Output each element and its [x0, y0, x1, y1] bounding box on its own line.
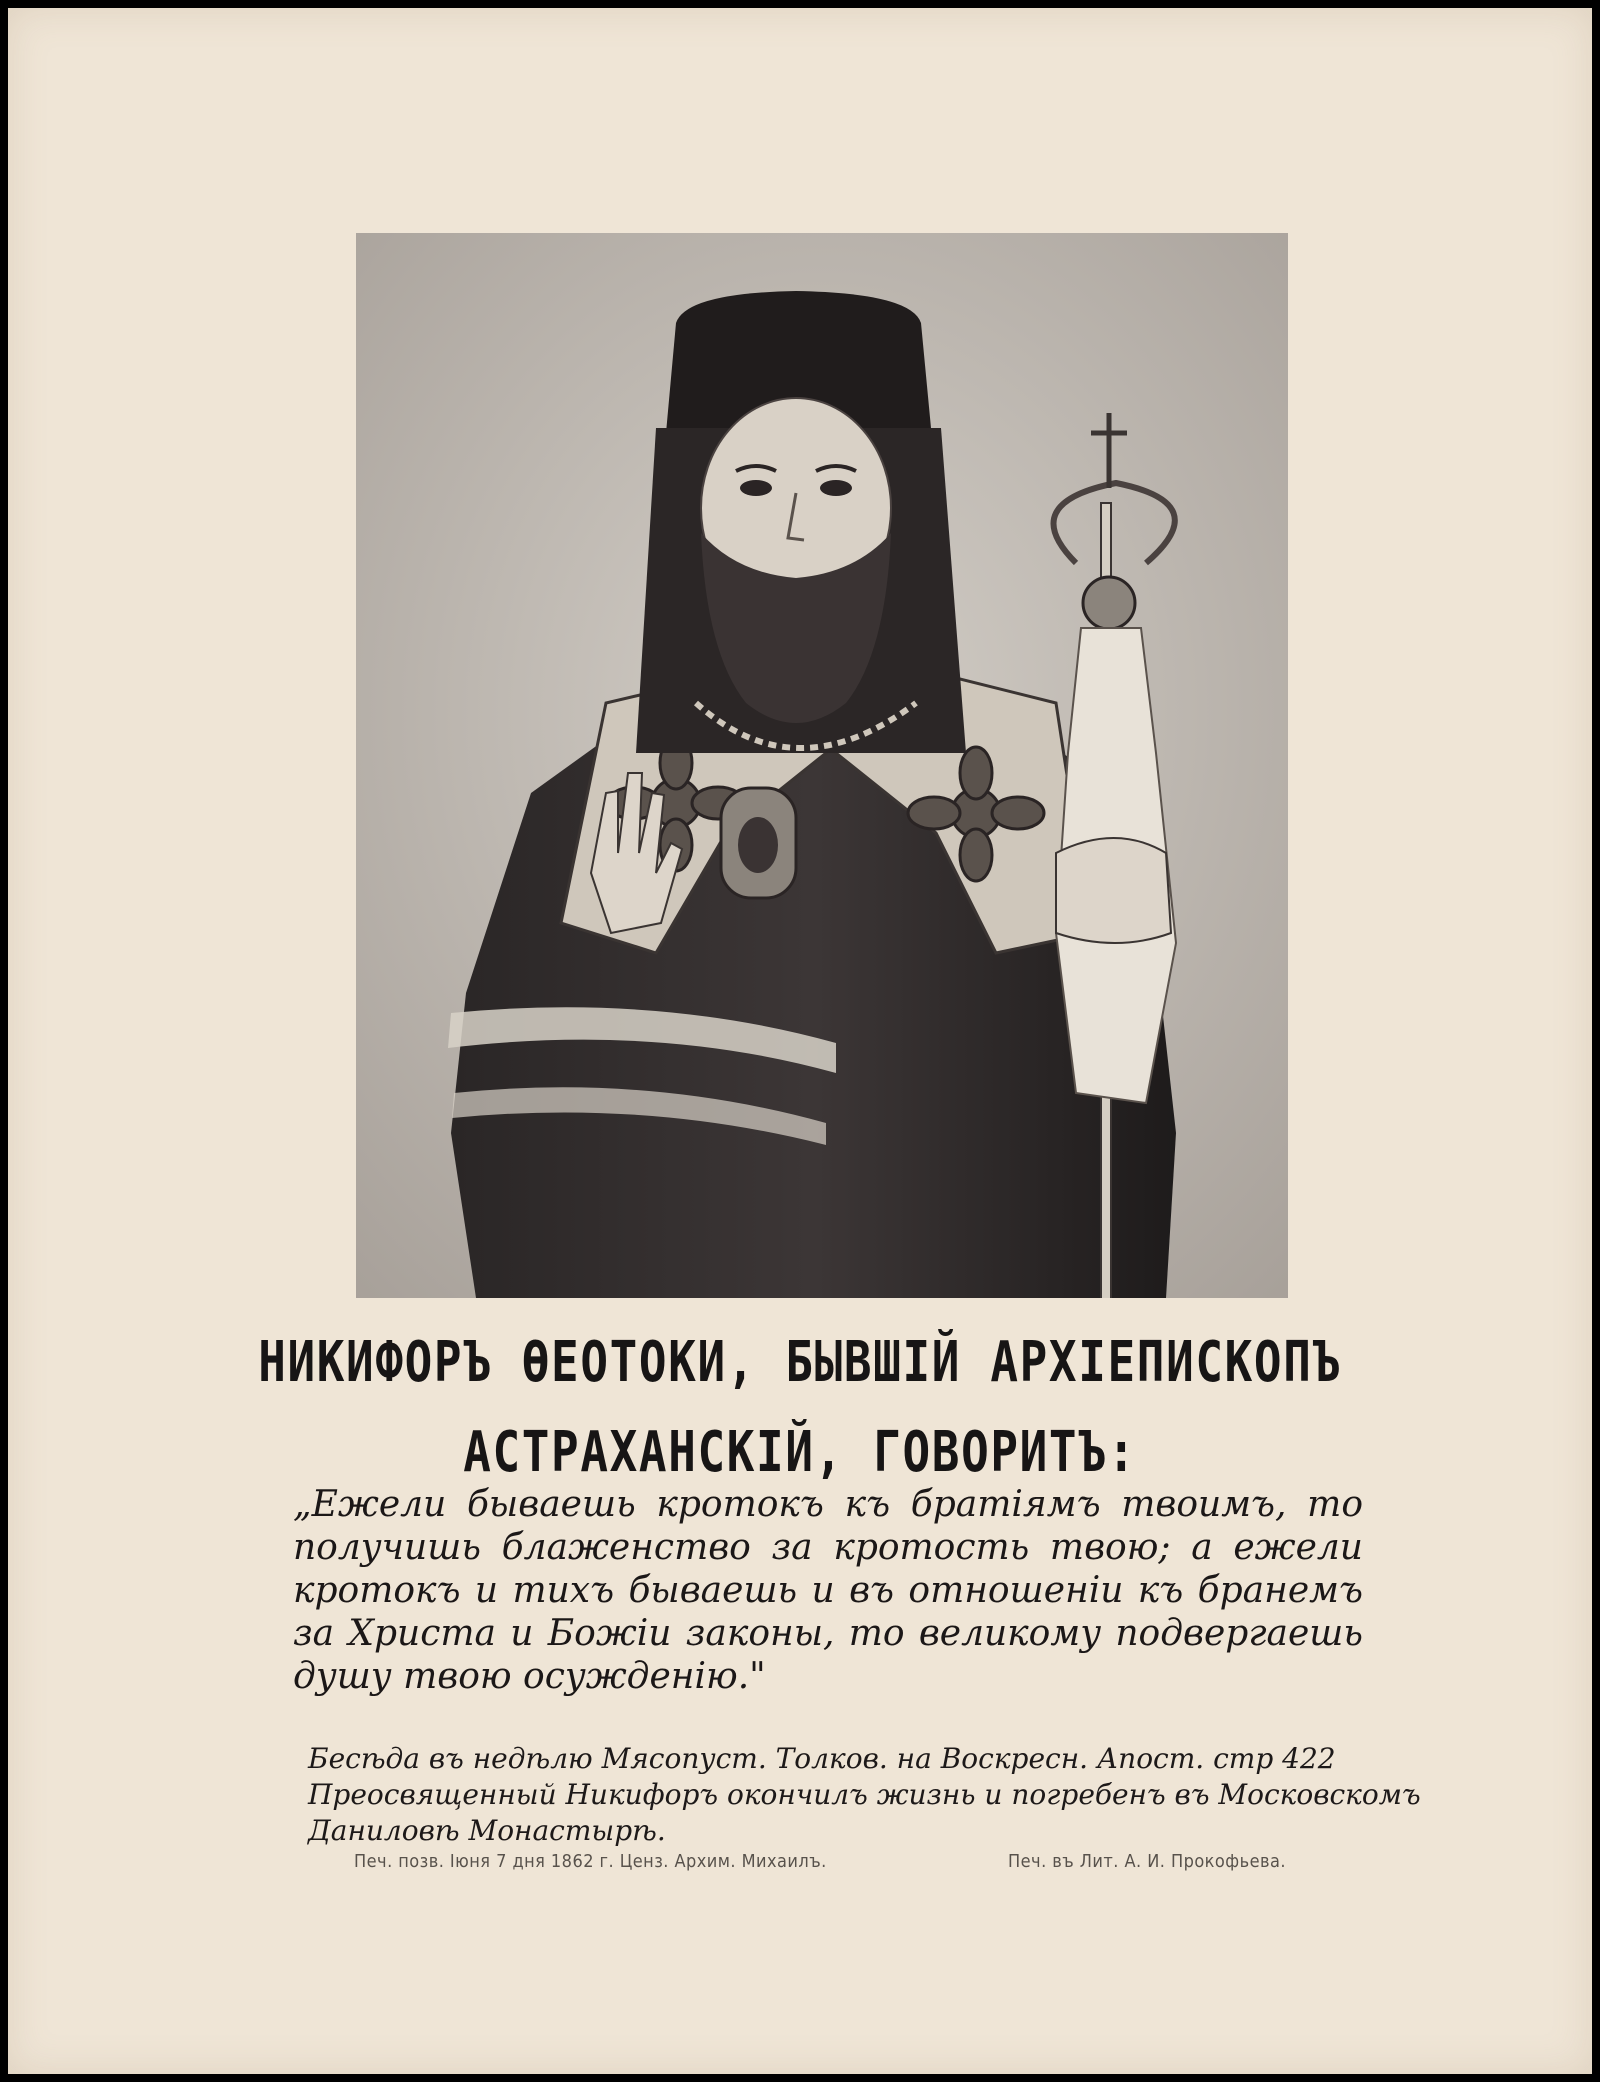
title-line-1: НИКИФОРЪ ѲЕОТОКИ, БЫВШІЙ АРХІЕПИСКОПЪ: [258, 1330, 1342, 1395]
archbishop-portrait-image: [356, 233, 1288, 1298]
print-sheet: [8, 8, 1592, 2074]
source-note: Бесѣда въ недѣлю Мясопуст. Толков. на Воскресн. Апост. стр 422: [308, 1742, 1336, 1775]
title-line-2: АСТРАХАНСКІЙ, ГОВОРИТЪ:: [463, 1420, 1137, 1485]
portrait-lithograph: [356, 233, 1288, 1298]
printer-imprint: Печ. въ Лит. А. И. Прокофьева.: [1008, 1851, 1286, 1872]
burial-note-line-1: Преосвященный Никифоръ окончилъ жизнь и погребенъ въ Московскомъ: [308, 1778, 1421, 1811]
burial-note-line-2: Даниловѣ Монастырѣ.: [308, 1814, 666, 1847]
quote-text: „Ежели бываешь кротокъ къ братіямъ твоимъ, то получишь блаженство за кротость твою; а ежели кротокъ и тихъ бываешь и въ отношеніи къ бранемъ за Христа и Божіи законы, то великому подвергаешь душу твою осужденію.": [293, 1484, 1363, 1697]
censor-imprint: Печ. позв. Іюня 7 дня 1862 г. Ценз. Архим. Михаилъ.: [354, 1851, 827, 1872]
